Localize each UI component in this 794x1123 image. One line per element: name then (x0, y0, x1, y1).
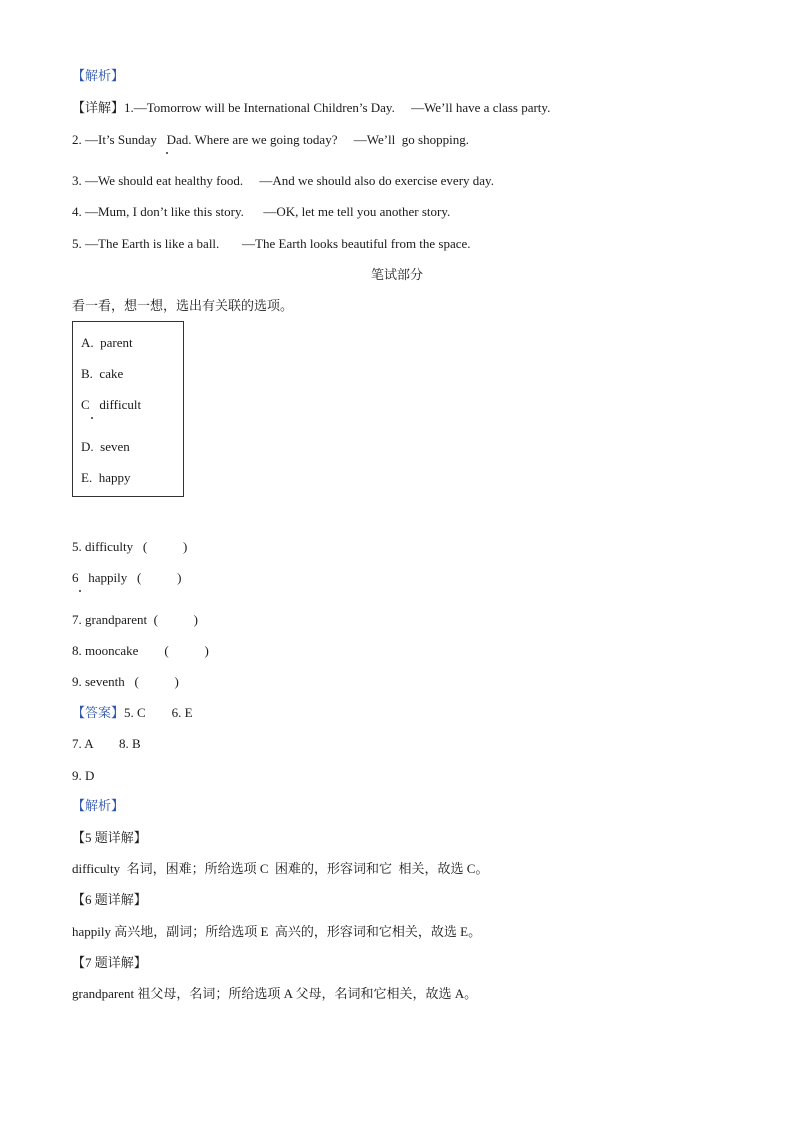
question-5: 5. difficulty ( ) (72, 539, 188, 554)
section-title: 笔试部分 (370, 267, 423, 282)
question-7: 7. grandparent ( ) (72, 612, 198, 627)
dialogue-line-5: 5. —The Earth is like a ball. —The Earth looks beautiful from the space. (72, 236, 471, 251)
question-8: 8. mooncake ( ) (72, 643, 209, 658)
stray-mark (91, 417, 93, 419)
analysis-heading: 【解析】 (72, 68, 125, 83)
dialogue-line-2: 2. —It’s Sunday Dad. Where are we going today? —We’ll go shopping. (72, 132, 469, 147)
options-box (72, 321, 184, 497)
stray-mark (79, 590, 81, 592)
option-b: B. cake (81, 366, 124, 381)
instruction-text: 看一看，想一想，选出有关联的选项。 (72, 298, 294, 313)
option-e: E. happy (81, 470, 131, 485)
answer-line-2: 7. A 8. B (72, 736, 141, 751)
detail-heading-7: 【7 题详解】 (72, 955, 147, 970)
detail-heading-6: 【6 题详解】 (72, 892, 147, 907)
analysis-heading: 【解析】 (72, 798, 125, 813)
detail-text-5: difficulty 名词，困难；所给选项 C 困难的，形容词和它 相关，故选 C。 (72, 861, 489, 876)
detail-text-7: grandparent 祖父母，名词；所给选项 A 父母，名词和它相关，故选 A。 (72, 986, 478, 1001)
detail-heading-5: 【5 题详解】 (72, 830, 147, 845)
option-d: D. seven (81, 439, 130, 454)
option-c: C difficult (81, 397, 142, 412)
answer-line-1 (72, 705, 193, 721)
answer-label: 【答案】 (72, 705, 125, 720)
option-a: A. parent (81, 335, 133, 350)
answer-line-3: 9. D (72, 768, 95, 783)
dialogue-line-3: 3. —We should eat healthy food. —And we should also do exercise every day. (72, 173, 494, 188)
answer-values-1: 5. C 6. E (124, 705, 193, 720)
detail-text-6: happily 高兴地，副词；所给选项 E 高兴的，形容词和它相关，故选 E。 (72, 924, 482, 939)
dialogue-line-4: 4. —Mum, I don’t like this story. —OK, let me tell you another story. (72, 204, 451, 219)
dialogue-line-1: 【详解】1.—Tomorrow will be International Children’s Day. —We’ll have a class party. (72, 100, 551, 115)
stray-mark (166, 152, 168, 154)
question-9: 9. seventh ( ) (72, 674, 179, 689)
question-6: 6 happily ( ) (72, 570, 182, 585)
